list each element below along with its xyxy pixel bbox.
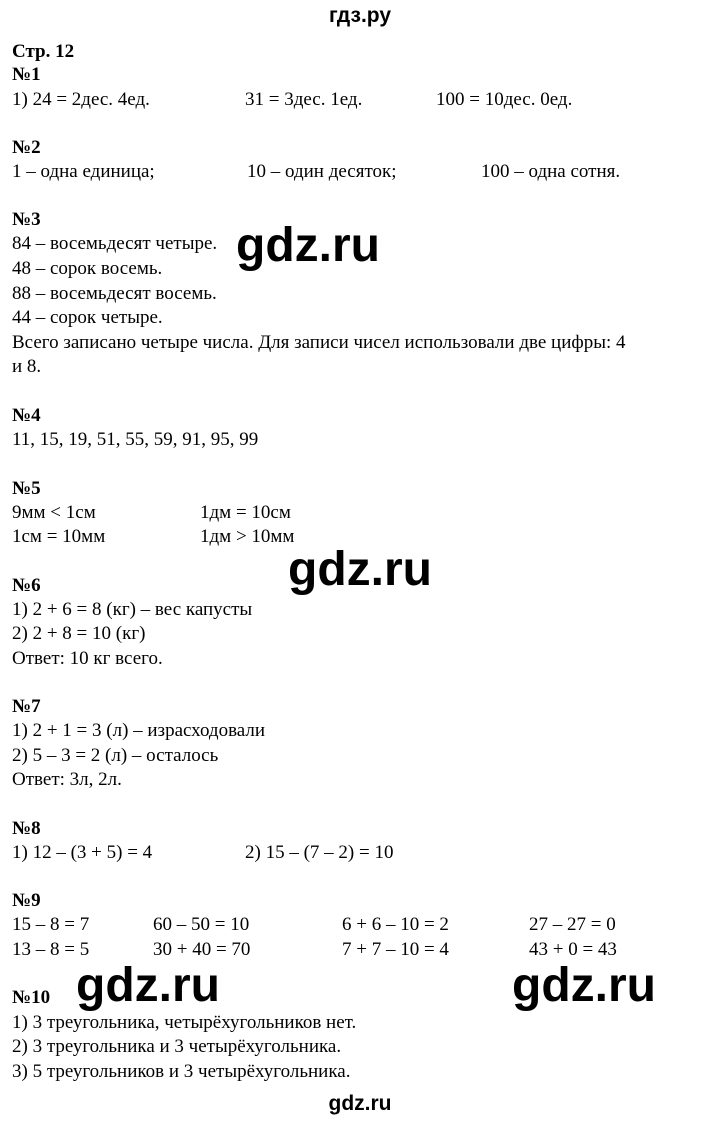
task-4-title: №4: [12, 405, 41, 426]
task-2-title: №2: [12, 137, 41, 158]
task-5-item: 1дм = 10см: [200, 502, 291, 523]
task-8-item: 2) 15 – (7 – 2) = 10: [245, 842, 394, 863]
task-9-item: 13 – 8 = 5: [12, 939, 90, 960]
task-10-line: 1) 3 треугольника, четырёхугольников нет.: [12, 1012, 357, 1033]
watermark: gdz.ru: [236, 219, 380, 272]
task-8-row: [12, 841, 512, 865]
task-3-title: №3: [12, 209, 41, 230]
task-8-item: 1) 12 – (3 + 5) = 4: [12, 842, 153, 863]
task-9-title: №9: [12, 890, 41, 911]
task-5-row: [12, 525, 512, 549]
task-9-item: 30 + 40 = 70: [153, 939, 251, 960]
site-header: гдз.ру: [328, 4, 392, 27]
task-6-line: 1) 2 + 6 = 8 (кг) – вес капусты: [12, 599, 253, 620]
task-5-item: 1см = 10мм: [12, 526, 106, 547]
task-9-item: 60 – 50 = 10: [153, 914, 250, 935]
task-1-item: 1) 24 = 2дес. 4ед.: [12, 89, 150, 110]
task-3-line: 48 – сорок восемь.: [12, 258, 163, 279]
task-2-item: 100 – одна сотня.: [481, 161, 621, 182]
task-9-item: 43 + 0 = 43: [529, 939, 617, 960]
page-number: Стр. 12: [12, 41, 75, 62]
task-7-answer: Ответ: 3л, 2л.: [12, 769, 122, 790]
task-2-row: [12, 160, 712, 184]
task-6-line: 2) 2 + 8 = 10 (кг): [12, 623, 146, 644]
task-5-row: [12, 501, 512, 525]
task-10-line: 3) 5 треугольников и 3 четырёхугольника.: [12, 1061, 351, 1082]
task-9-item: 27 – 27 = 0: [529, 914, 616, 935]
task-9-item: 6 + 6 – 10 = 2: [342, 914, 449, 935]
task-6-title: №6: [12, 575, 41, 596]
task-2-item: 1 – одна единица;: [12, 161, 155, 182]
task-1-item: 100 = 10дес. 0ед.: [436, 89, 573, 110]
task-3-line: и 8.: [12, 356, 42, 377]
task-5-item: 1дм > 10мм: [200, 526, 295, 547]
task-10-title: №10: [12, 987, 51, 1008]
task-8-title: №8: [12, 818, 41, 839]
task-7-line: 1) 2 + 1 = 3 (л) – израсходовали: [12, 720, 266, 741]
site-footer: gdz.ru: [328, 1092, 392, 1115]
task-1-item: 31 = 3дес. 1ед.: [245, 89, 363, 110]
task-1-row: [12, 88, 712, 112]
task-6-answer: Ответ: 10 кг всего.: [12, 648, 163, 669]
task-3-line: 44 – сорок четыре.: [12, 307, 163, 328]
task-4-line: 11, 15, 19, 51, 55, 59, 91, 95, 99: [12, 429, 259, 450]
task-5-item: 9мм < 1см: [12, 502, 96, 523]
watermark: gdz.ru: [512, 959, 656, 1012]
task-7-title: №7: [12, 696, 41, 717]
task-9-row: [12, 913, 712, 937]
task-5-title: №5: [12, 478, 41, 499]
watermark: gdz.ru: [76, 959, 220, 1012]
watermark: gdz.ru: [288, 543, 432, 596]
task-1-title: №1: [12, 64, 41, 85]
task-3-line: 84 – восемьдесят четыре.: [12, 233, 218, 254]
task-3-line: Всего записано четыре числа. Для записи чисел использовали две цифры: 4: [12, 332, 626, 353]
task-9-item: 15 – 8 = 7: [12, 914, 90, 935]
task-2-item: 10 – один десяток;: [247, 161, 397, 182]
task-3-line: 88 – восемьдесят восемь.: [12, 283, 217, 304]
task-7-line: 2) 5 – 3 = 2 (л) – осталось: [12, 745, 219, 766]
task-9-item: 7 + 7 – 10 = 4: [342, 939, 449, 960]
task-10-line: 2) 3 треугольника и 3 четырёхугольника.: [12, 1036, 342, 1057]
